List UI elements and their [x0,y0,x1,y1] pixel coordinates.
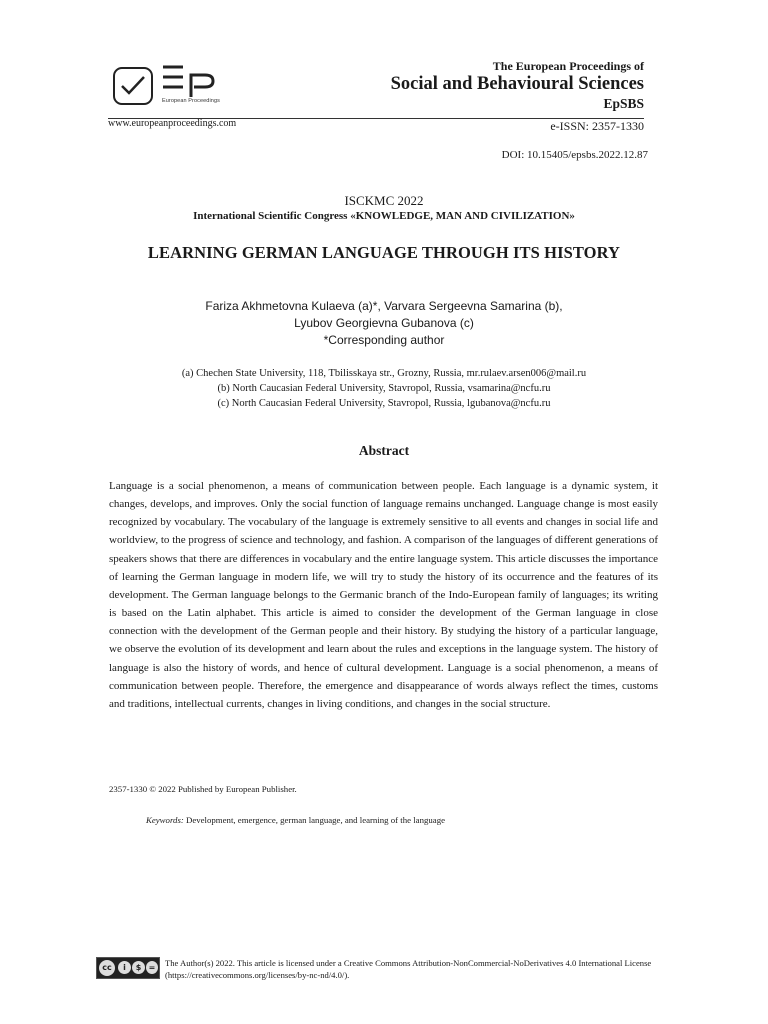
authors-line-2: Lyubov Georgievna Gubanova (c) [294,316,474,330]
authors-line-1: Fariza Akhmetovna Kulaeva (a)*, Varvara Sergeevna Samarina (b), [205,299,563,313]
affiliation-b: (b) North Caucasian Federal University, Stavropol, Russia, vsamarina@ncfu.ru [217,383,551,394]
cc-license-badge-icon[interactable]: cc i $ = [96,957,160,979]
affiliation-c: (c) North Caucasian Federal University, Stavropol, Russia, lgubanova@ncfu.ru [217,398,551,409]
keywords-value: Development, emergence, german language, and learning of the language [186,815,445,825]
proceedings-line1: The European Proceedings of [492,59,644,73]
paper-title: LEARNING GERMAN LANGUAGE THROUGH ITS HISTORY [147,243,621,262]
keywords-label: Keywords: [146,815,184,825]
checkmark-icon [120,75,146,97]
eissn: e-ISSN: 2357-1330 [550,119,644,133]
conference-name: ISCKMC 2022 [344,193,424,208]
affiliation-a: (a) Chechen State University, 118, Tbilisskaya str., Grozny, Russia, mr.rulaev.arsen006@mail.ru [181,368,587,379]
ep-logo-icon [161,64,217,98]
doi[interactable]: DOI: 10.15405/epsbs.2022.12.87 [501,149,648,161]
affiliations [0,366,768,411]
website-link[interactable]: www.europeanproceedings.com [108,118,237,129]
logo-subtitle: European Proceedings [162,98,220,104]
corresponding-author-note: *Corresponding author [323,333,445,347]
abstract-heading: Abstract [358,443,410,458]
copyright-line: 2357-1330 © 2022 Published by European Publisher. [109,784,297,794]
authors-block [0,298,768,349]
keywords-line [146,815,445,825]
proceedings-title: Social and Behavioural Sciences [390,74,644,94]
license-text: The Author(s) 2022. This article is licensed under a Creative Commons Attribution-NonCommercial-NoDerivatives 4.0 International License (https://creativecommons.org/licenses/by-nc-nd/4.0/). [165,958,652,980]
abstract-text: Language is a social phenomenon, a means of communication between people. Each language is a dynamic system, it changes, develops, and improves. Only the social function of language remains unchanged. Language change is most easily recognized by vocabulary. The vocabulary of the language is extremely sensitive to all events and changes in social life and worldview, to the progress of science and technology, and fashion. A comparison of the languages of different generations of speakers shows that there are differences in vocabulary and the entire language system. This article discusses the importance of learning the German language in modern life, we will try to study the history of its occurrence and the features of its development. The German language belongs to the Germanic branch of the Indo-European family of languages; its writing is based on the Latin alphabet. This article is aimed to consider the development of the German language in close connection with the development of the German people and their history. By studying the history of a particular language, we observe the evolution of its development and learn about the rules and exceptions in the language system. The history of language is also the history of words, and hence of cultural development. Language is a social phenomenon, a means of communication between people. Therefore, the emergence and disappearance of words always reflect the times, customs and traditions, intellectual currents, changes in living conditions, and changes in the social structure. [109,480,658,710]
conference-full-name: International Scientific Congress «KNOWLEDGE, MAN AND CIVILIZATION» [193,210,575,222]
proceedings-abbrev: EpSBS [603,96,644,111]
publisher-logo-checkbox [113,67,153,105]
